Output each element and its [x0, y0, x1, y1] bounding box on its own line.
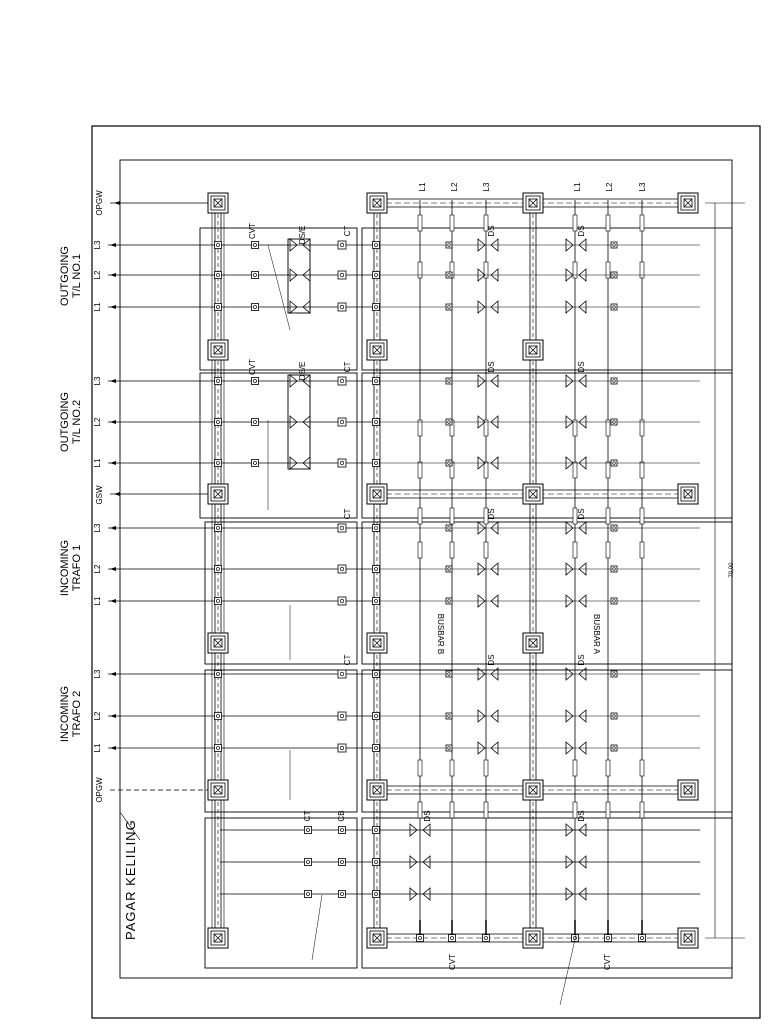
- bay-4-title-line1: INCOMING: [59, 685, 71, 743]
- coupler-cb-box: [339, 891, 346, 898]
- bay-connection-box: [373, 304, 380, 311]
- coupler-cb-box: [339, 859, 346, 866]
- current-transformer: [338, 459, 346, 467]
- bay-connection-box: [373, 566, 380, 573]
- feeder-arrow: [110, 461, 116, 465]
- current-transformer: [338, 241, 346, 249]
- busbar-insulator: [484, 462, 488, 478]
- feeder-arrow: [110, 672, 116, 676]
- ct-label: CT: [343, 654, 352, 666]
- bay-2-title-line1: OUTGOING: [59, 392, 71, 452]
- phase-label: L1: [93, 302, 102, 312]
- busbar-insulator: [573, 542, 577, 558]
- phase-label: L2: [93, 564, 102, 574]
- cvt-unit: [252, 272, 259, 279]
- line-trap-box: [215, 304, 222, 311]
- busbar-insulator: [573, 420, 577, 436]
- shield-wire-bottom-label: OPGW: [95, 777, 104, 803]
- ds-label: DS: [487, 508, 496, 520]
- feeder-arrow: [110, 567, 116, 571]
- current-transformer: [338, 377, 346, 385]
- cvt-label: CVT: [248, 223, 257, 239]
- bus-tap-box: [611, 598, 617, 604]
- feeder-arrow: [110, 273, 116, 277]
- bus-tap-box: [611, 304, 617, 310]
- busbar-insulator: [606, 462, 610, 478]
- busbar-insulator: [418, 802, 422, 818]
- current-transformer: [338, 744, 346, 752]
- phase-label: L2: [93, 270, 102, 280]
- busbar-insulator: [418, 542, 422, 558]
- bus-tap-box: [611, 671, 617, 677]
- bus-tap-box: [446, 525, 452, 531]
- ct-label: CT: [343, 225, 352, 237]
- bay-3-title-line2: TRAFO 1: [71, 544, 83, 592]
- busbar-insulator: [606, 802, 610, 818]
- generated-drawing-elements: [93, 193, 745, 1005]
- busbar-insulator: [450, 760, 454, 776]
- bus-tap-box: [611, 713, 617, 719]
- current-transformer: [338, 670, 346, 678]
- feeder-arrow: [110, 599, 116, 603]
- busbar-insulator: [606, 420, 610, 436]
- cvt-unit: [252, 242, 259, 249]
- busbar-insulator: [606, 262, 610, 278]
- fence-label: PAGAR KELILING: [123, 819, 138, 940]
- coupler-ct-box: [305, 891, 312, 898]
- bus-phase-label: L2: [450, 182, 459, 192]
- bay-1-title-line2: T/L NO.1: [71, 253, 83, 299]
- phase-label: L2: [93, 417, 102, 427]
- current-transformer: [338, 303, 346, 311]
- current-transformer: [338, 597, 346, 605]
- line-trap-box: [215, 378, 222, 385]
- cvt-unit: [252, 419, 259, 426]
- bay-connection-box: [373, 419, 380, 426]
- bus-tap-box: [611, 272, 617, 278]
- bay-1-title-line1: OUTGOING: [59, 246, 71, 306]
- phase-label: L1: [93, 743, 102, 753]
- cvt-unit: [252, 460, 259, 467]
- line-trap-box: [215, 525, 222, 532]
- coupler-ct-label: CT: [303, 810, 312, 822]
- coupler-cb-box: [339, 827, 346, 834]
- bus-tap-box: [446, 304, 452, 310]
- bay-connection-box: [373, 598, 380, 605]
- bus-tap-box: [446, 671, 452, 677]
- feeder-arrow: [110, 714, 116, 718]
- feeder-arrow: [110, 243, 116, 247]
- coupler-connection-box: [373, 859, 380, 866]
- bus-phase-label: L3: [482, 182, 491, 192]
- coupler-connection-box: [373, 827, 380, 834]
- busbar-insulator: [606, 542, 610, 558]
- bay-3-title-line1: INCOMING: [59, 539, 71, 597]
- bus-tap-box: [611, 460, 617, 466]
- line-trap-box: [215, 598, 222, 605]
- busbar-insulator: [606, 760, 610, 776]
- bus-tap-box: [611, 242, 617, 248]
- bus-cvt-box: [639, 935, 646, 942]
- phase-label: L2: [93, 711, 102, 721]
- busbar-insulator: [418, 420, 422, 436]
- bus-tap-box: [446, 242, 452, 248]
- bus-phase-label: L2: [605, 182, 614, 192]
- busbar-insulator: [573, 262, 577, 278]
- phase-label: L1: [93, 458, 102, 468]
- leader-line: [560, 935, 576, 1005]
- bus-phase-label: L3: [638, 182, 647, 192]
- phase-label: L1: [93, 596, 102, 606]
- bottom-cvt-label: CVT: [448, 954, 457, 970]
- bus-tap-box: [611, 745, 617, 751]
- bay-connection-box: [373, 525, 380, 532]
- busbar-insulator: [606, 508, 610, 524]
- busbar-a-label: BUSBAR A: [592, 613, 601, 655]
- coupler-connection-box: [373, 891, 380, 898]
- current-transformer: [338, 524, 346, 532]
- cvt-label: CVT: [248, 359, 257, 375]
- line-trap-box: [215, 713, 222, 720]
- line-trap-box: [215, 272, 222, 279]
- phase-label: L3: [93, 240, 102, 250]
- phase-label: L3: [93, 376, 102, 386]
- leader-line: [312, 895, 322, 960]
- feeder-arrow: [110, 379, 116, 383]
- busbar-insulator: [606, 215, 610, 231]
- bus-tap-box: [446, 713, 452, 719]
- busbar-insulator: [640, 760, 644, 776]
- feeder-arrow: [110, 305, 116, 309]
- line-trap-box: [215, 460, 222, 467]
- feeder-arrow: [110, 526, 116, 530]
- bus-tap-box: [446, 598, 452, 604]
- ct-label: CT: [343, 508, 352, 520]
- ct-label: CT: [343, 361, 352, 373]
- line-trap-box: [215, 745, 222, 752]
- overall-dimension-label: 70,00: [729, 562, 735, 578]
- bus-cvt-box: [449, 935, 456, 942]
- ds-label: DS: [577, 654, 586, 666]
- ds-e-label: DS/E: [298, 361, 307, 381]
- busbar-insulator: [640, 262, 644, 278]
- bus-cvt-box: [483, 935, 490, 942]
- busbar-insulator: [418, 508, 422, 524]
- ds-label: DS: [487, 361, 496, 373]
- busbar-insulator: [450, 802, 454, 818]
- busbar-insulator: [450, 508, 454, 524]
- bus-tap-box: [446, 566, 452, 572]
- busbar-insulator: [640, 508, 644, 524]
- bus-tap-box: [446, 378, 452, 384]
- busbar-insulator: [484, 802, 488, 818]
- bus-tap-box: [611, 419, 617, 425]
- shield-wire-top-label: OPGW: [95, 190, 104, 216]
- bay-connection-box: [373, 671, 380, 678]
- busbar-insulator: [450, 215, 454, 231]
- coupler-ds-label: DS: [423, 810, 432, 822]
- bay-boxes: [200, 225, 732, 968]
- ds-label: DS: [577, 361, 586, 373]
- coupler-cb-label: CB: [337, 810, 346, 822]
- bus-cvt-box: [605, 935, 612, 942]
- leader-line: [268, 245, 290, 330]
- feeder-arrow: [110, 746, 116, 750]
- bus-tap-box: [446, 460, 452, 466]
- coupler-ct-box: [305, 859, 312, 866]
- busbar-insulator: [573, 760, 577, 776]
- line-trap-box: [215, 419, 222, 426]
- coupler-ct-box: [305, 827, 312, 834]
- bus-phase-label: L1: [573, 182, 582, 192]
- busbar-insulator: [640, 462, 644, 478]
- phase-label: L3: [93, 669, 102, 679]
- busbar-insulator: [640, 420, 644, 436]
- bay-2-title-line2: T/L NO.2: [71, 399, 83, 445]
- coupler-ds-label: DS: [577, 810, 586, 822]
- bay-connection-box: [373, 242, 380, 249]
- busbar-insulator: [573, 462, 577, 478]
- ds-e-label: DS/E: [298, 225, 307, 245]
- busbar-b-label: BUSBAR B: [436, 613, 445, 655]
- bus-tap-box: [446, 272, 452, 278]
- ds-label: DS: [487, 225, 496, 237]
- bay-4-title-line2: TRAFO 2: [71, 690, 83, 738]
- current-transformer: [338, 418, 346, 426]
- bus-cvt-box: [417, 935, 424, 942]
- bus-tap-box: [611, 378, 617, 384]
- ds-label: DS: [487, 654, 496, 666]
- line-trap-box: [215, 671, 222, 678]
- bus-tap-box: [611, 525, 617, 531]
- current-transformer: [338, 712, 346, 720]
- bus-tap-box: [611, 566, 617, 572]
- ds-label: DS: [577, 225, 586, 237]
- bay-connection-box: [373, 378, 380, 385]
- outer-border: [92, 126, 760, 1018]
- shield-wire-middle-label: GSW: [95, 485, 104, 505]
- bay-connection-box: [373, 272, 380, 279]
- bay-connection-box: [373, 460, 380, 467]
- busbar-insulator: [640, 542, 644, 558]
- feeder-arrow: [110, 420, 116, 424]
- line-trap-box: [215, 242, 222, 249]
- busbar-insulator: [484, 542, 488, 558]
- bay-connection-box: [373, 745, 380, 752]
- busbar-insulator: [418, 262, 422, 278]
- busbar-insulator: [450, 542, 454, 558]
- busbar-insulator: [484, 760, 488, 776]
- current-transformer: [338, 271, 346, 279]
- phase-label: L3: [93, 523, 102, 533]
- bottom-cvt-label: CVT: [603, 954, 612, 970]
- busbar-insulator: [418, 462, 422, 478]
- busbar-insulator: [640, 215, 644, 231]
- bus-tap-box: [446, 745, 452, 751]
- cvt-unit: [252, 304, 259, 311]
- busbar-insulator: [418, 215, 422, 231]
- bus-phase-label: L1: [418, 182, 427, 192]
- cvt-unit: [252, 378, 259, 385]
- ds-label: DS: [577, 508, 586, 520]
- current-transformer: [338, 565, 346, 573]
- bus-tap-box: [446, 419, 452, 425]
- line-trap-box: [215, 566, 222, 573]
- busbar-insulator: [640, 802, 644, 818]
- busbar-insulator: [418, 760, 422, 776]
- bay-connection-box: [373, 713, 380, 720]
